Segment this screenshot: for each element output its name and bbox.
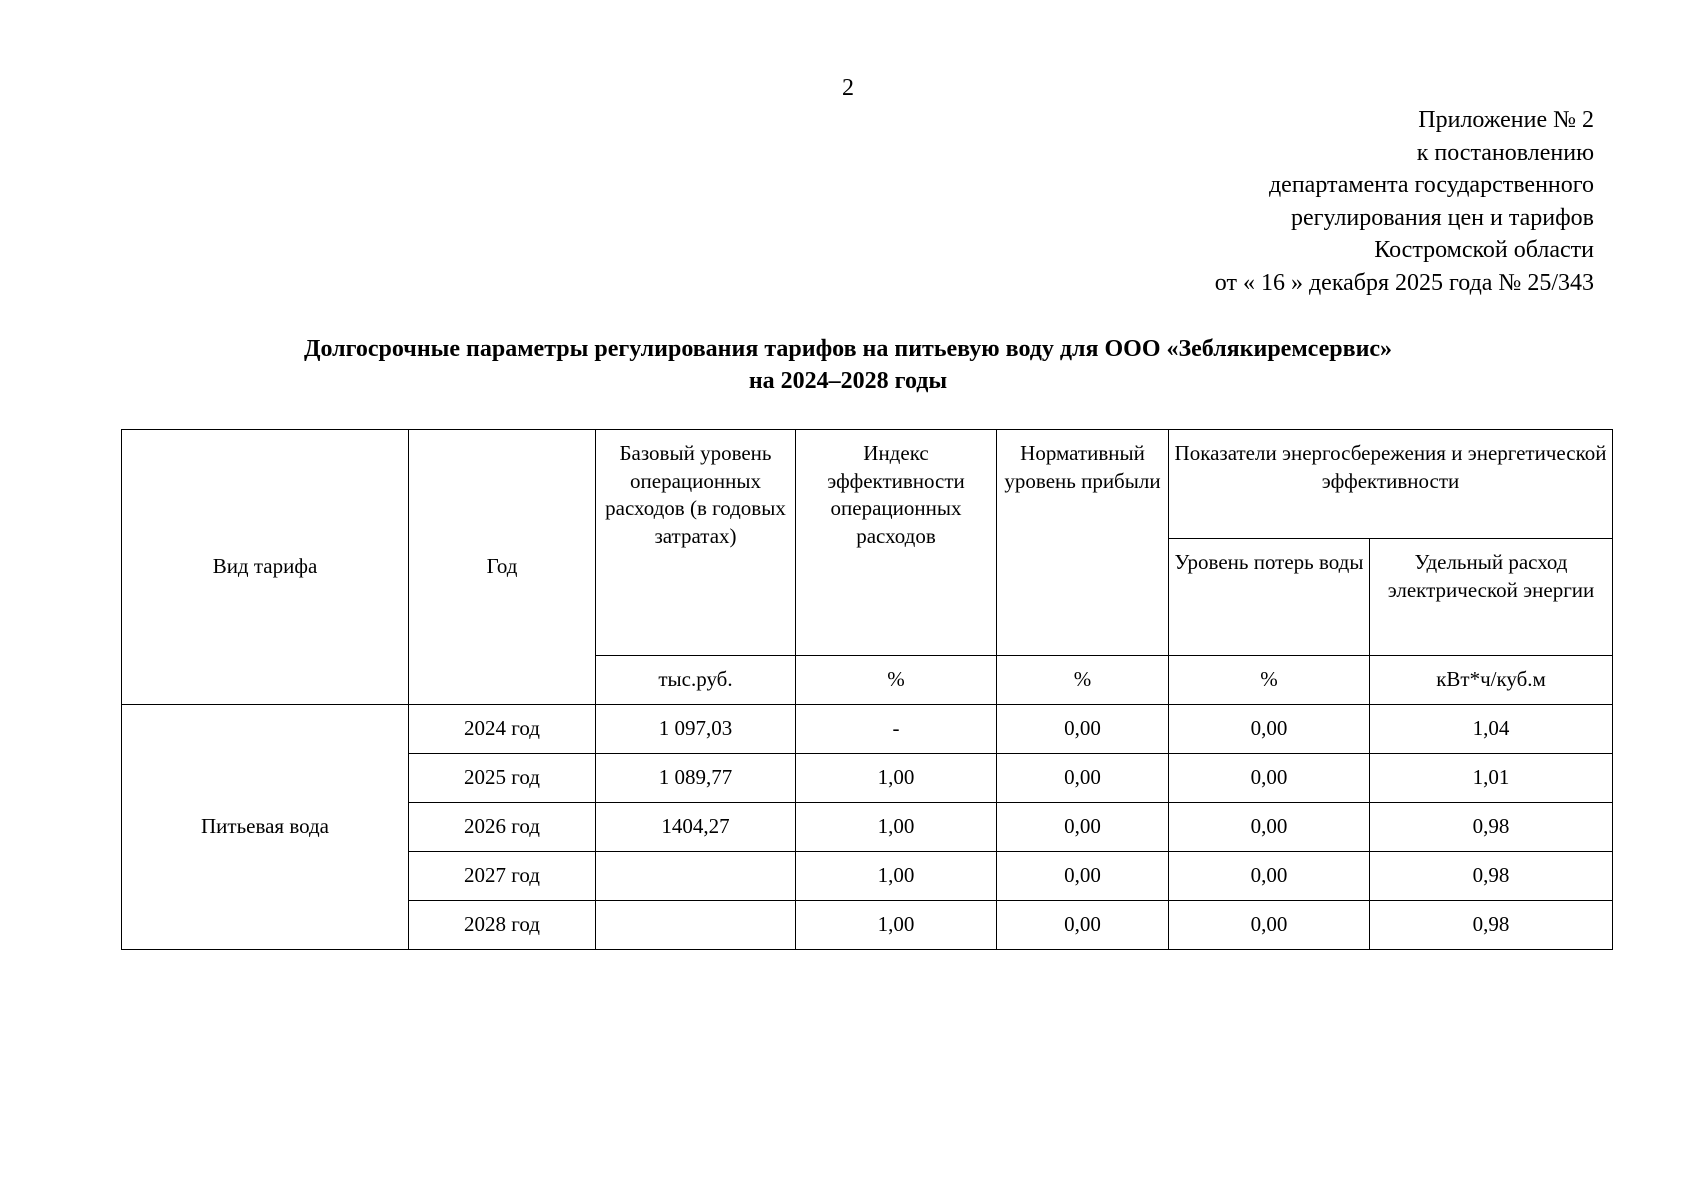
header-year: Год: [409, 430, 596, 705]
header-specific-power: Удельный расход электрической энергии: [1370, 539, 1613, 656]
efficiency-index-cell: 1,00: [796, 754, 997, 803]
specific-power-cell: 1,01: [1370, 754, 1613, 803]
tariff-name-cell: Питьевая вода: [122, 705, 409, 950]
appendix-line: департамента государственного: [1268, 172, 1594, 198]
document-title-line-1: Долгосрочные параметры регулирования тарифов на питьевую воду для ООО «Зеблякиремсервис»: [303, 336, 1393, 362]
specific-power-cell: 0,98: [1370, 901, 1613, 950]
base-opex-cell: 1404,27: [596, 803, 796, 852]
table-row: [122, 705, 1613, 754]
tariff-parameters-table: [121, 429, 1613, 950]
normative-profit-cell: 0,00: [997, 705, 1169, 754]
header-base-opex: Базовый уровень операционных расходов (в годовых затратах): [596, 430, 796, 656]
header-water-loss: Уровень потерь воды: [1169, 539, 1370, 656]
base-opex-cell: [596, 901, 796, 950]
header-efficiency-index: Индекс эффективности операционных расходов: [796, 430, 997, 656]
specific-power-cell: 0,98: [1370, 803, 1613, 852]
unit-efficiency-index: %: [796, 656, 997, 705]
water-loss-cell: 0,00: [1169, 754, 1370, 803]
year-cell: 2026 год: [409, 803, 596, 852]
document-title: [0, 333, 1696, 397]
unit-normative-profit: %: [997, 656, 1169, 705]
appendix-line: Приложение № 2: [1418, 107, 1594, 133]
unit-base-opex: тыс.руб.: [596, 656, 796, 705]
normative-profit-cell: 0,00: [997, 803, 1169, 852]
water-loss-cell: 0,00: [1169, 803, 1370, 852]
water-loss-cell: 0,00: [1169, 852, 1370, 901]
year-cell: 2027 год: [409, 852, 596, 901]
efficiency-index-cell: 1,00: [796, 901, 997, 950]
year-cell: 2028 год: [409, 901, 596, 950]
page-number: 2: [842, 75, 854, 101]
base-opex-cell: 1 097,03: [596, 705, 796, 754]
efficiency-index-cell: -: [796, 705, 997, 754]
efficiency-index-cell: 1,00: [796, 803, 997, 852]
year-cell: 2024 год: [409, 705, 596, 754]
water-loss-cell: 0,00: [1169, 901, 1370, 950]
efficiency-index-cell: 1,00: [796, 852, 997, 901]
base-opex-cell: [596, 852, 796, 901]
table-header-row: [122, 430, 1613, 539]
base-opex-cell: 1 089,77: [596, 754, 796, 803]
normative-profit-cell: 0,00: [997, 901, 1169, 950]
appendix-line: Костромской области: [1374, 237, 1594, 263]
appendix-header: [894, 104, 1594, 299]
header-tariff-type: Вид тарифа: [122, 430, 409, 705]
specific-power-cell: 0,98: [1370, 852, 1613, 901]
year-cell: 2025 год: [409, 754, 596, 803]
normative-profit-cell: 0,00: [997, 852, 1169, 901]
water-loss-cell: 0,00: [1169, 705, 1370, 754]
appendix-line: к постановлению: [1416, 139, 1594, 166]
header-normative-profit: Нормативный уровень прибыли: [997, 430, 1169, 656]
header-energy-indicators: Показатели энергосбережения и энергетической эффективности: [1169, 430, 1613, 539]
normative-profit-cell: 0,00: [997, 754, 1169, 803]
appendix-line: от « 16 » декабря 2025 года № 25/343: [1214, 269, 1594, 296]
unit-specific-power: кВт*ч/куб.м: [1370, 656, 1613, 705]
document-title-line-2: на 2024–2028 годы: [748, 368, 948, 394]
appendix-line: регулирования цен и тарифов: [1291, 204, 1594, 231]
specific-power-cell: 1,04: [1370, 705, 1613, 754]
unit-water-loss: %: [1169, 656, 1370, 705]
